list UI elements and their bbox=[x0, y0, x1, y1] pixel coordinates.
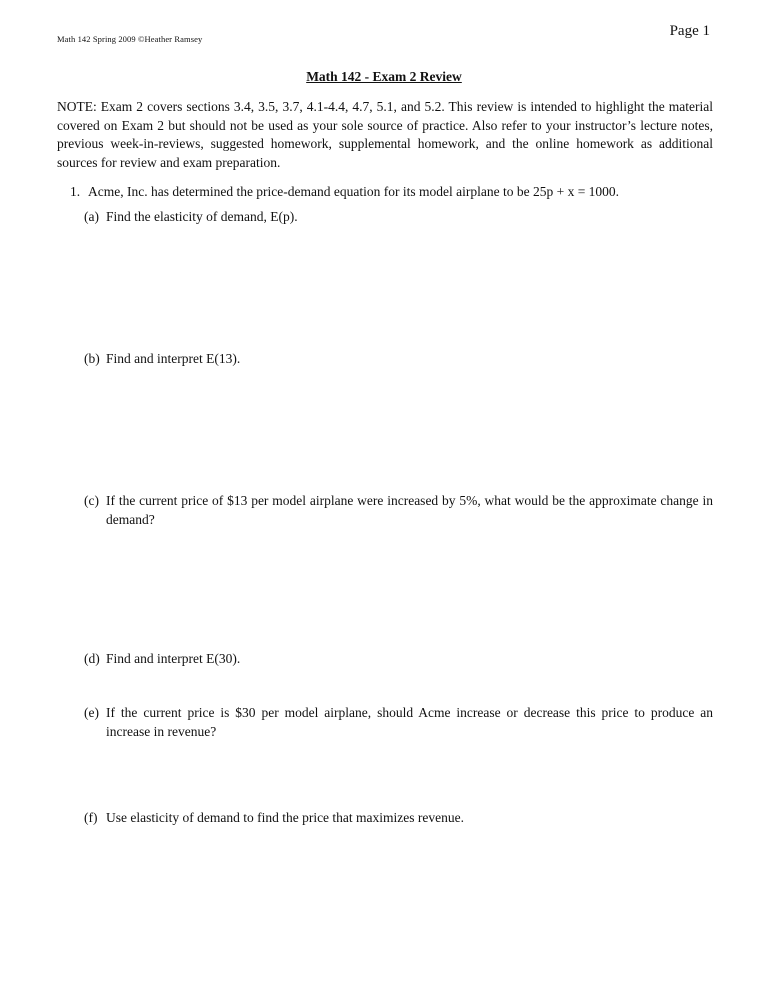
part-text: Find and interpret E(30). bbox=[106, 651, 241, 666]
question-part-c bbox=[84, 492, 713, 529]
question-part-d bbox=[84, 650, 713, 669]
part-label: (a) bbox=[84, 209, 99, 224]
question-text: Acme, Inc. has determined the price-demand equation for its model airplane to be 25p + x = 1000. bbox=[88, 184, 620, 199]
review-note: NOTE: Exam 2 covers sections 3.4, 3.5, 3.7, 4.1-4.4, 4.7, 5.1, and 5.2. This review is intended to highlight the material covered on Exam 2 but should not be used as your sole source of practice. Also refer to your instructor’s lecture notes, previous week-in-reviews, suggested homework, supplemental homework, and the online homework as additional sources for review and exam preparation. bbox=[57, 99, 713, 170]
part-label: (f) bbox=[84, 810, 98, 825]
part-text: Find the elasticity of demand, E(p). bbox=[106, 209, 298, 224]
question-part-a bbox=[84, 208, 713, 227]
part-text: If the current price of $13 per model airplane were increased by 5%, what would be the approximate change in demand? bbox=[106, 493, 713, 527]
question-part-b bbox=[84, 350, 713, 369]
question-1 bbox=[70, 183, 713, 202]
question-part-f bbox=[84, 809, 713, 828]
document-title: Math 142 - Exam 2 Review bbox=[306, 69, 462, 84]
part-label: (d) bbox=[84, 651, 100, 666]
page-number: Page 1 bbox=[669, 23, 710, 39]
part-label: (c) bbox=[84, 493, 99, 508]
part-label: (e) bbox=[84, 705, 99, 720]
course-header: Math 142 Spring 2009 ©Heather Ramsey bbox=[57, 34, 203, 44]
question-number: 1. bbox=[70, 184, 81, 199]
part-label: (b) bbox=[84, 351, 100, 366]
part-text: Use elasticity of demand to find the price that maximizes revenue. bbox=[106, 810, 465, 825]
question-part-e bbox=[84, 704, 713, 741]
part-text: Find and interpret E(13). bbox=[106, 351, 241, 366]
part-text: If the current price is $30 per model airplane, should Acme increase or decrease this price to produce an increase in revenue? bbox=[106, 705, 713, 739]
